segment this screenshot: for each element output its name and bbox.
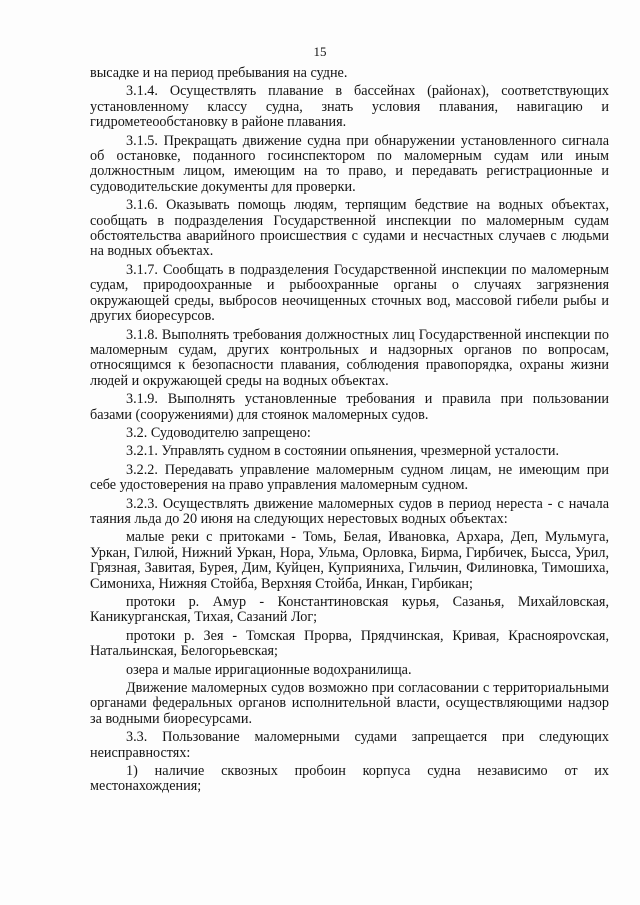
paragraph-continuation: высадке и на период пребывания на судне. — [90, 65, 348, 81]
page-body — [90, 66, 609, 798]
paragraph-amur-channels: протоки р. Амур - Константиновская курья, Сазанья, Михайловская, Каникурганская, Тихая, Сазаний Лог; — [90, 594, 609, 626]
paragraph-3-1-8: 3.1.8. Выполнять требования должностных лиц Государственной инспекции по маломерным судам, других контрольных и надзорных органов по вопросам, относящимся к безопасности плавания, соблюдения правопорядка, охраны жизни людей и окружающей среды на водных объектах. — [90, 326, 609, 389]
paragraph-3-1-5: 3.1.5. Прекращать движение судна при обнаружении установленного сигнала об остановке, поданного госинспектором по маломерным судам или иным должностным лицом, имеющим на то право, и передавать регистрационные и судоводительские документы для проверки. — [90, 132, 609, 195]
paragraph-3-2: 3.2. Судоводителю запрещено: — [126, 424, 311, 441]
paragraph-3-2-2: 3.2.2. Передавать управление маломерным судном лицам, не имеющим при себе удостоверения на право управления маломерным судном. — [90, 461, 609, 494]
paragraph-3-1-9: 3.1.9. Выполнять установленные требования и правила при пользовании базами (сооружениями) для стоянок маломерных судов. — [90, 391, 609, 423]
paragraph-3-1-4: 3.1.4. Осуществлять плавание в бассейнах (районах), соответствующих установленному классу судна, знать условия плавания, навигацию и гидрометеообстановку в районе плавания. — [90, 83, 609, 131]
paragraph-3-1-7: 3.1.7. Сообщать в подразделения Государственной инспекции по маломерным судам, природоохранные и рыбоохранные органы о случаях загрязнения окружающей среды, выбросов неочищенных сточных вод, массовой гибели рыбы и других биоресурсов. — [90, 261, 609, 325]
paragraph-3-1-6: 3.1.6. Оказывать помощь людям, терпящим бедствие на водных объектах, сообщать в подразделения Государственной инспекции по маломерным судам обстоятельства аварийного происшествия с судами и несчастных случаев с людьми на водных объектах. — [90, 197, 609, 260]
paragraph-3-3: 3.3. Пользование маломерными судами запрещается при следующих неисправностях: — [90, 729, 609, 761]
paragraph-movement-approval: Движение маломерных судов возможно при согласовании с территориальными органами федеральных органов исполнительной власти, осуществляющими надзор за водными биоресурсами. — [90, 680, 609, 727]
paragraph-3-2-3: 3.2.3. Осуществлять движение маломерных судов в период нереста - с начала таяния льда до 20 июня на следующих нерестовых водных объектах: — [90, 495, 609, 527]
paragraph-3-2-1: 3.2.1. Управлять судном в состоянии опьянения, чрезмерной усталости. — [126, 443, 560, 460]
paragraph-small-rivers: малые реки с притоками - Томь, Белая, Ивановка, Архара, Деп, Мульмуга, Уркан, Гилюй, Нижний Уркан, Нора, Ульма, Орловка, Бирма, Гирбичек, Бысса, Урил, Грязная, Завитая, Бурея, Дим, Куйцен, Куприяниха, Гильчин, Филиновка, Тимошиха, Симониха, Нижняя Стойба, Верхняя Стойба, Инкан, Гирбикан; — [90, 529, 609, 592]
paragraph-zeya-channels: протоки р. Зея - Томская Прорва, Прядчинская, Кривая, Красноярovская, Натальинская, Белогорьевская; — [90, 627, 609, 660]
paragraph-item-1: 1) наличие сквозных пробоин корпуса судна независимо от их местонахождения; — [90, 763, 609, 795]
paragraph-lakes: озера и малые ирригационные водохранилища. — [126, 661, 412, 678]
page-number: 15 — [313, 44, 327, 59]
